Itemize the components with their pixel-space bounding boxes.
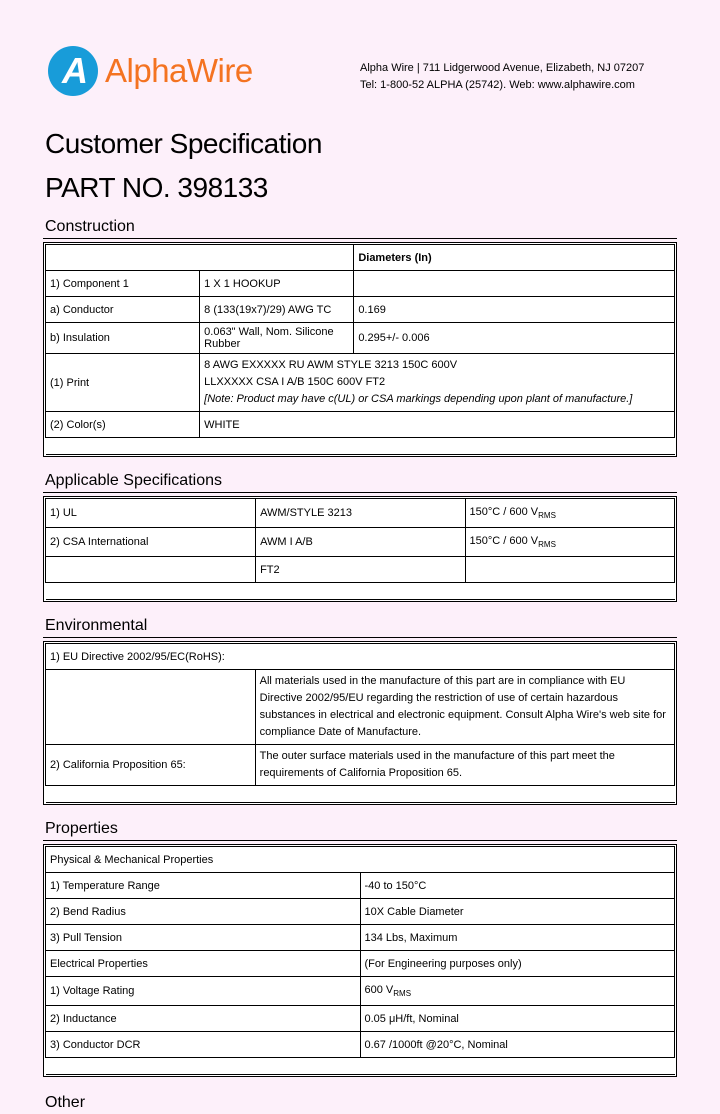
table-row — [46, 786, 675, 803]
properties-table — [43, 844, 677, 1077]
table-row — [46, 271, 675, 297]
section-heading-other: Other — [45, 1094, 86, 1111]
property-value: 134 Lbs, Maximum — [360, 925, 675, 951]
spec-rating: 150°C / 600 $V_{RMS}$ — [465, 528, 674, 557]
env-empty-label — [46, 670, 256, 745]
rms-subscript: RMS — [538, 511, 556, 520]
environmental-table — [43, 641, 677, 805]
table-row — [46, 1058, 675, 1075]
company-address-line1: Alpha Wire | 711 Lidgerwood Avenue, Elizabeth, NJ 07207 — [360, 62, 645, 74]
property-value: 0.05 μH/ft, Nominal — [360, 1006, 675, 1032]
alphawire-wordmark: AlphaWire — [105, 52, 253, 89]
company-address-block — [360, 60, 644, 94]
table-row — [46, 412, 675, 438]
rms-subscript: RMS — [393, 989, 412, 998]
property-label: 2) Bend Radius — [46, 899, 361, 925]
construction-diameter — [354, 271, 675, 297]
spec-label — [46, 557, 256, 583]
table-row — [46, 438, 675, 455]
print-label: (1) Print — [46, 354, 200, 412]
property-label: 2) Inductance — [46, 1006, 361, 1032]
table-row — [46, 873, 675, 899]
property-value: -40 to 150°C — [360, 873, 675, 899]
table-row — [46, 1006, 675, 1032]
company-address-line2: Tel: 1-800-52 ALPHA (25742). Web: www.alphawire.com — [360, 79, 635, 91]
spec-label: 2) CSA International — [46, 528, 256, 557]
table-row — [46, 670, 675, 745]
alphawire-logo-icon — [48, 46, 98, 96]
section-heading-construction: Construction — [43, 218, 677, 239]
property-value: 10X Cable Diameter — [360, 899, 675, 925]
physical-mechanical-header: Physical & Mechanical Properties — [46, 847, 675, 873]
table-row — [46, 528, 675, 557]
print-note: [Note: Product may have c(UL) or CSA markings depending upon plant of manufacture.] — [204, 393, 633, 405]
document-header — [43, 46, 677, 104]
table-row — [46, 297, 675, 323]
construction-header-empty — [46, 245, 354, 271]
section-heading-environmental: Environmental — [43, 617, 677, 638]
print-line2: LLXXXXX CSA I A/B 150C 600V FT2 — [204, 376, 386, 388]
print-line1: 8 AWG EXXXXX RU AWM STYLE 3213 150C 600V — [204, 359, 458, 371]
table-row — [46, 899, 675, 925]
rms-subscript: RMS — [538, 540, 556, 549]
table-blank-row — [46, 438, 675, 455]
property-label: 3) Conductor DCR — [46, 1032, 361, 1058]
svg-text:A: A — [62, 50, 88, 91]
colors-value: WHITE — [200, 412, 675, 438]
spec-rating: 150°C / 600 $V_{RMS}$ — [465, 499, 674, 528]
eu-directive-text: All materials used in the manufacture of this part are in compliance with EU Directive 2002/95/EU regarding the restriction of use of certain hazardous substances in electrical and electronic equipment. Consult Alpha Wire's web site for compliance Date of Manufacture. — [255, 670, 674, 745]
table-row — [46, 557, 675, 583]
construction-value: 0.063" Wall, Nom. Silicone Rubber — [200, 323, 354, 354]
table-row — [46, 977, 675, 1006]
construction-label: 1) Component 1 — [46, 271, 200, 297]
property-value: 0.67 /1000ft @20°C, Nominal — [360, 1032, 675, 1058]
table-blank-row — [46, 583, 675, 600]
spec-rating — [465, 557, 674, 583]
property-label: 1) Temperature Range — [46, 873, 361, 899]
cal-prop65-text: The outer surface materials used in the manufacture of this part meet the requirements of California Proposition 65. — [255, 745, 674, 786]
construction-label: a) Conductor — [46, 297, 200, 323]
table-row — [46, 847, 675, 873]
property-label: 3) Pull Tension — [46, 925, 361, 951]
table-row — [46, 1032, 675, 1058]
table-row — [46, 583, 675, 600]
table-row — [46, 745, 675, 786]
applicable-specifications-table — [43, 496, 677, 602]
spec-label: 1) UL — [46, 499, 256, 528]
spec-value: AWM I A/B — [256, 528, 465, 557]
table-row — [46, 354, 675, 412]
table-row — [46, 499, 675, 528]
table-row — [46, 925, 675, 951]
table-blank-row — [46, 786, 675, 803]
print-cell — [200, 354, 675, 412]
spec-value: AWM/STYLE 3213 — [256, 499, 465, 528]
spec-value: FT2 — [256, 557, 465, 583]
electrical-properties-label: Electrical Properties — [46, 951, 361, 977]
construction-diameter: 0.295+/- 0.006 — [354, 323, 675, 354]
section-heading-applicable-specifications: Applicable Specifications — [43, 472, 677, 493]
construction-header-diameters: Diameters (In) — [354, 245, 675, 271]
eu-directive-label: 1) EU Directive 2002/95/EC(RoHS): — [46, 644, 675, 670]
construction-table — [43, 242, 677, 457]
table-row — [46, 323, 675, 354]
cal-prop65-label: 2) California Proposition 65: — [46, 745, 256, 786]
table-row — [46, 245, 675, 271]
document-title: Customer Specification — [45, 128, 322, 159]
construction-value: 8 (133(19x7)/29) AWG TC — [200, 297, 354, 323]
table-row — [46, 951, 675, 977]
table-blank-row — [46, 1058, 675, 1075]
alphawire-logo — [48, 46, 253, 96]
construction-diameter: 0.169 — [354, 297, 675, 323]
construction-value: 1 X 1 HOOKUP — [200, 271, 354, 297]
table-row — [46, 644, 675, 670]
property-value: 600 $V_{RMS}$ — [360, 977, 675, 1006]
colors-label: (2) Color(s) — [46, 412, 200, 438]
section-heading-properties: Properties — [43, 820, 677, 841]
construction-label: b) Insulation — [46, 323, 200, 354]
part-number-title: PART NO. 398133 — [45, 172, 268, 203]
property-label: 1) Voltage Rating — [46, 977, 361, 1006]
electrical-properties-note: (For Engineering purposes only) — [360, 951, 675, 977]
